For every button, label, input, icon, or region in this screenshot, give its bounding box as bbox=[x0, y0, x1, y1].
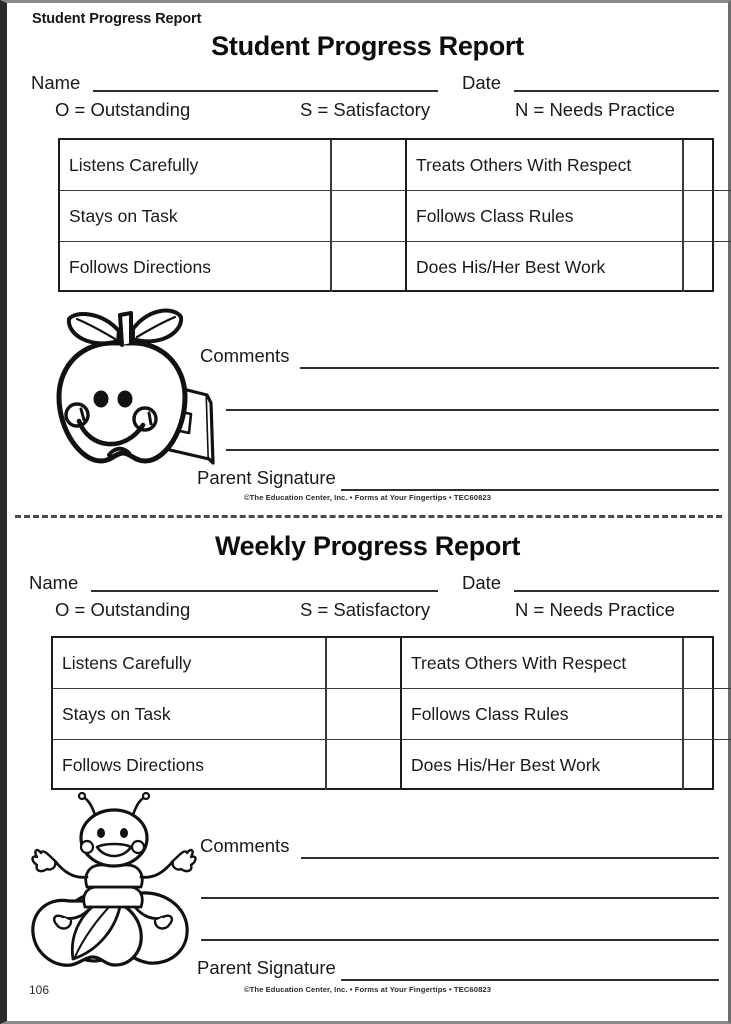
section-1-comments-block bbox=[7, 319, 728, 489]
table-row bbox=[53, 689, 731, 740]
name-input-rule[interactable] bbox=[93, 90, 438, 92]
section-2-comments-block bbox=[7, 809, 728, 979]
section-2-title: Weekly Progress Report bbox=[214, 531, 521, 561]
comments-rule-2[interactable] bbox=[226, 409, 719, 411]
legend-satisfactory: S = Satisfactory bbox=[300, 99, 431, 120]
parent-signature-label: Parent Signature bbox=[197, 957, 336, 978]
comments-rule-2[interactable] bbox=[201, 897, 719, 899]
legend-outstanding: O = Outstanding bbox=[55, 599, 191, 620]
table-row bbox=[60, 191, 731, 242]
date-input-rule[interactable] bbox=[514, 90, 719, 92]
name-label: Name bbox=[31, 72, 81, 93]
comments-label: Comments bbox=[200, 835, 290, 856]
parent-signature-rule[interactable] bbox=[341, 489, 719, 491]
parent-signature-rule[interactable] bbox=[341, 979, 719, 981]
comments-rule-1[interactable] bbox=[301, 857, 719, 859]
name-input-rule[interactable] bbox=[91, 590, 438, 592]
section-1-name-date-row bbox=[7, 70, 728, 96]
criterion-label: Treats Others With Respect bbox=[401, 638, 683, 689]
section-student-progress-report bbox=[7, 31, 728, 511]
criterion-label: Follows Directions bbox=[60, 242, 331, 293]
criterion-mark-cell[interactable] bbox=[683, 638, 731, 689]
table-row bbox=[60, 242, 731, 293]
legend-needs-practice: N = Needs Practice bbox=[515, 599, 675, 620]
parent-signature-label: Parent Signature bbox=[197, 467, 336, 488]
criterion-mark-cell[interactable] bbox=[683, 191, 731, 242]
page-header-label: Student Progress Report bbox=[32, 11, 202, 27]
table-row bbox=[53, 638, 731, 689]
criterion-mark-cell[interactable] bbox=[331, 140, 406, 191]
criterion-label: Listens Carefully bbox=[53, 638, 326, 689]
section-2-name-date-row bbox=[7, 570, 728, 596]
legend-outstanding: O = Outstanding bbox=[55, 99, 191, 120]
criterion-label: Does His/Her Best Work bbox=[406, 242, 683, 293]
comments-rule-3[interactable] bbox=[226, 449, 719, 451]
criterion-label: Follows Class Rules bbox=[401, 689, 683, 740]
worksheet-sheet bbox=[7, 3, 728, 1021]
section-1-grading-legend bbox=[7, 99, 728, 123]
page-number: 106 bbox=[29, 983, 50, 997]
legend-satisfactory: S = Satisfactory bbox=[300, 599, 431, 620]
comments-rule-3[interactable] bbox=[201, 939, 719, 941]
section-weekly-progress-report bbox=[7, 531, 728, 1001]
table-row bbox=[60, 140, 731, 191]
name-label: Name bbox=[29, 572, 79, 593]
criterion-mark-cell[interactable] bbox=[683, 740, 731, 791]
criterion-label: Follows Directions bbox=[53, 740, 326, 791]
criterion-mark-cell[interactable] bbox=[326, 689, 401, 740]
criterion-label: Follows Class Rules bbox=[406, 191, 683, 242]
section-2-grading-legend bbox=[7, 599, 728, 623]
cut-here-dashed-divider bbox=[15, 515, 722, 518]
criterion-label: Treats Others With Respect bbox=[406, 140, 683, 191]
section-2-credit: ©The Education Center, Inc. • Forms at Your Fingertips • TEC60823 bbox=[243, 985, 492, 994]
section-1-title: Student Progress Report bbox=[211, 31, 524, 61]
legend-needs-practice: N = Needs Practice bbox=[515, 99, 675, 120]
comments-label: Comments bbox=[200, 345, 290, 366]
date-input-rule[interactable] bbox=[514, 590, 719, 592]
criterion-mark-cell[interactable] bbox=[326, 638, 401, 689]
section-1-grading-table bbox=[58, 138, 714, 292]
criterion-label: Listens Carefully bbox=[60, 140, 331, 191]
date-label: Date bbox=[462, 72, 502, 93]
criterion-label: Does His/Her Best Work bbox=[401, 740, 683, 791]
criterion-mark-cell[interactable] bbox=[683, 242, 731, 293]
section-2-grading-table bbox=[51, 636, 714, 790]
date-label: Date bbox=[462, 572, 502, 593]
table-row bbox=[53, 740, 731, 791]
criterion-mark-cell[interactable] bbox=[683, 140, 731, 191]
criterion-label: Stays on Task bbox=[53, 689, 326, 740]
criterion-mark-cell[interactable] bbox=[331, 242, 406, 293]
criterion-mark-cell[interactable] bbox=[331, 191, 406, 242]
comments-rule-1[interactable] bbox=[300, 367, 719, 369]
criterion-label: Stays on Task bbox=[60, 191, 331, 242]
criterion-mark-cell[interactable] bbox=[326, 740, 401, 791]
criterion-mark-cell[interactable] bbox=[683, 689, 731, 740]
section-1-credit: ©The Education Center, Inc. • Forms at Your Fingertips • TEC60823 bbox=[243, 493, 492, 502]
